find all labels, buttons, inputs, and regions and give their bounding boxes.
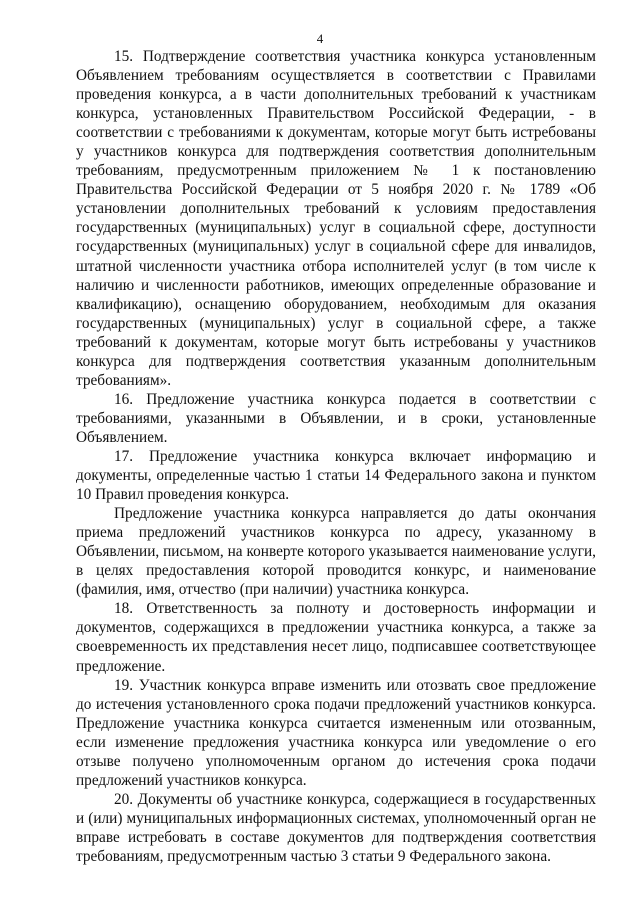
paragraph-20: 20. Документы об участнике конкурса, содержащиеся в государственных и (или) муниципальных информационных системах, уполномоченный орган не вправе истребовать в составе документов для подтверждения соответствия требованиям, предусмотренным частью 3 статьи 9 Федерального закона. — [76, 790, 596, 865]
paragraph-19: 19. Участник конкурса вправе изменить или отозвать свое предложение до истечения установленного срока подачи предложений участников конкурса. Предложение участника конкурса считается измененным или отозванным, если изменение предложения участника конкурса или уведомление о его отзыве получено уполномоченным органом до истечения срока подачи предложений участников конкурса. — [76, 676, 596, 789]
document-body — [76, 47, 596, 866]
paragraph-16: 16. Предложение участника конкурса подается в соответствии с требованиями, указанными в Объявлении, и в сроки, установленные Объявлением. — [76, 390, 596, 446]
page-number: 4 — [316, 31, 324, 46]
paragraph-17-continued: Предложение участника конкурса направляется до даты окончания приема предложений участников конкурса по адресу, указанному в Объявлении, письмом, на конверте которого указывается наименование услуги, в целях предоставления которой проводится конкурс, и наименование (фамилия, имя, отчество (при наличии) участника конкурса. — [76, 505, 596, 599]
paragraph-17: 17. Предложение участника конкурса включает информацию и документы, определенные частью 1 статьи 14 Федерального закона и пунктом 10 Правил проведения конкурса. — [76, 447, 596, 504]
paragraph-15: 15. Подтверждение соответствия участника конкурса установленным Объявлением требованиям осуществляется в соответствии с Правилами проведения конкурса, а в части дополнительных требований к участникам конкурса, установленных Правительством Российской Федерации, - в соответствии с требованиями к документам, которые могут быть истребованы у участников конкурса для подтверждения соответствия дополнительным требованиям, предусмотренным приложением № 1 к постановлению Правительства Российской Федерации от 5 ноября 2020 г. № 1789 «Об установлении дополнительных требований к условиям предоставления государственных (муниципальных) услуг в социальной сфере, доступности государственных (муниципальных) услуг в социальной сфере для инвалидов, штатной численности участника отбора исполнителей услуг (в том числе к наличию и численности работников, имеющих определенные образование и квалификацию), оснащению оборудованием, необходимым для оказания государственных (муниципальных) услуг в социальной сфере, а также требований к документам, которые могут быть истребованы у участников конкурса для подтверждения соответствия указанным дополнительным требованиям». — [76, 48, 596, 389]
paragraph-18: 18. Ответственность за полноту и достоверность информации и документов, содержащихся в предложении участника конкурса, а также за своевременность их представления несет лицо, подписавшее соответствующее предложение. — [76, 600, 596, 675]
